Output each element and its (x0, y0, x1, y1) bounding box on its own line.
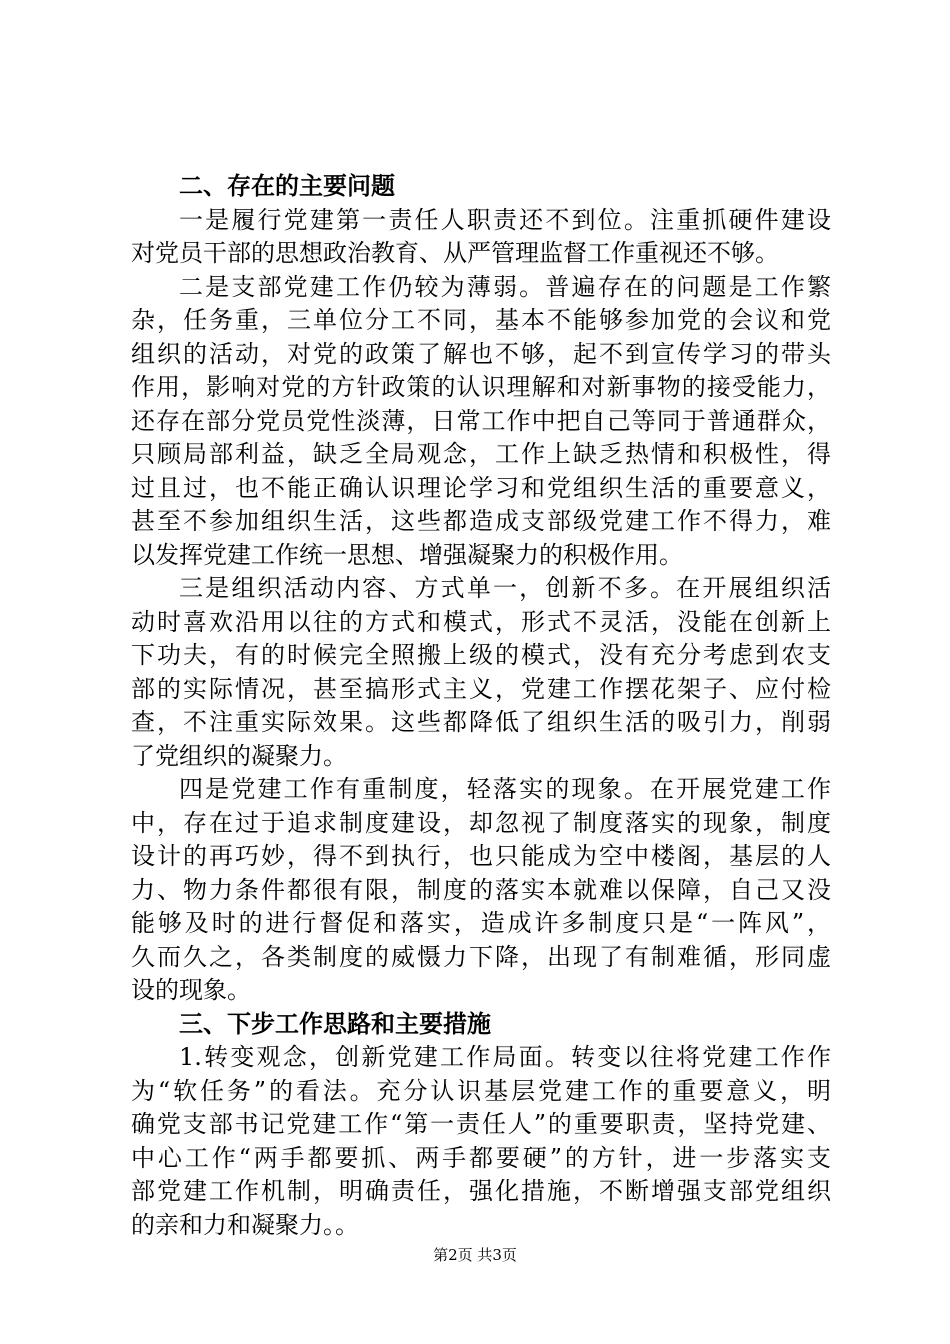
page-footer: 第2页 共3页 (433, 1246, 517, 1264)
paragraph-line: 过且过，也不能正确认识理论学习和党组织生活的重要意义， (131, 473, 831, 502)
paragraph-line: 的亲和力和凝聚力。。 (131, 1210, 359, 1239)
paragraph-line: 久而久之，各类制度的威慑力下降，出现了有制难循，形同虚 (131, 942, 831, 971)
paragraph-line: 确党支部书记党建工作“第一责任人”的重要职责，坚持党建、 (131, 1110, 831, 1138)
paragraph-line: 二是支部党建工作仍较为薄弱。普遍存在的问题是工作繁 (179, 272, 831, 301)
paragraph-line: 只顾局部利益，缺乏全局观念，工作上缺乏热情和积极性，得 (131, 440, 831, 468)
paragraph-2 (131, 271, 831, 573)
paragraph-line: 四是党建工作有重制度，轻落实的现象。在开展党建工作 (179, 775, 831, 803)
paragraph-line: 中，存在过于追求制度建设，却忽视了制度落实的现象，制度 (131, 808, 831, 837)
paragraph-line: 下功夫，有的时候完全照搬上级的模式，没有充分考虑到农支 (131, 641, 831, 669)
paragraph-line: 查，不注重实际效果。这些都降低了组织生活的吸引力，削弱 (131, 708, 831, 736)
paragraph-line: 对党员干部的思想政治教育、从严管理监督工作重视还不够。 (131, 239, 779, 267)
paragraph-line: 设计的再巧妙，得不到执行，也只能成为空中楼阁，基层的人 (131, 842, 831, 870)
paragraph-line: 部的实际情况，甚至搞形式主义，党建工作摆花架子、应付检 (131, 674, 831, 703)
paragraph-line: 中心工作“两手都要抓、两手都要硬”的方针，进一步落实支 (131, 1143, 831, 1172)
section-heading-problems: 二、存在的主要问题 (179, 172, 395, 200)
paragraph-5 (131, 1041, 831, 1242)
paragraph-3 (131, 572, 831, 773)
paragraph-line: 为“软任务”的看法。充分认识基层党建工作的重要意义，明 (131, 1076, 831, 1105)
paragraph-line: 能够及时的进行督促和落实，造成许多制度只是“一阵风”， (131, 909, 831, 937)
paragraph-line: 一是履行党建第一责任人职责还不到位。注重抓硬件建设 (179, 205, 831, 234)
paragraph-line: 甚至不参加组织生活，这些都造成支部级党建工作不得力，难 (131, 507, 831, 535)
paragraph-line: 以发挥党建工作统一思想、增强凝聚力的积极作用。 (131, 540, 683, 569)
paragraph-line: 还存在部分党员党性淡薄，日常工作中把自己等同于普通群众， (131, 406, 831, 435)
paragraph-4 (131, 773, 831, 1008)
paragraph-line: 力、物力条件都很有限，制度的落实本就难以保障，自己又没 (131, 875, 831, 904)
paragraph-line: 1.转变观念，创新党建工作局面。转变以往将党建工作作 (179, 1043, 831, 1071)
paragraph-line: 杂，任务重，三单位分工不同，基本不能够参加党的会议和党 (131, 306, 831, 334)
section-heading-measures: 三、下步工作思路和主要措施 (179, 1009, 491, 1038)
paragraph-line: 动时喜欢沿用以往的方式和模式，形式不灵活，没能在创新上 (131, 607, 831, 636)
paragraph-line: 了党组织的凝聚力。 (131, 741, 347, 770)
paragraph-line: 组织的活动，对党的政策了解也不够，起不到宣传学习的带头 (131, 339, 831, 368)
paragraph-line: 三是组织活动内容、方式单一，创新不多。在开展组织活 (179, 574, 831, 602)
paragraph-line: 作用，影响对党的方针政策的认识理解和对新事物的接受能力， (131, 373, 831, 401)
document-body (131, 170, 831, 1242)
paragraph-line: 设的现象。 (131, 976, 251, 1004)
paragraph-line: 部党建工作机制，明确责任，强化措施，不断增强支部党组织 (131, 1177, 831, 1205)
paragraph-1 (131, 204, 831, 271)
